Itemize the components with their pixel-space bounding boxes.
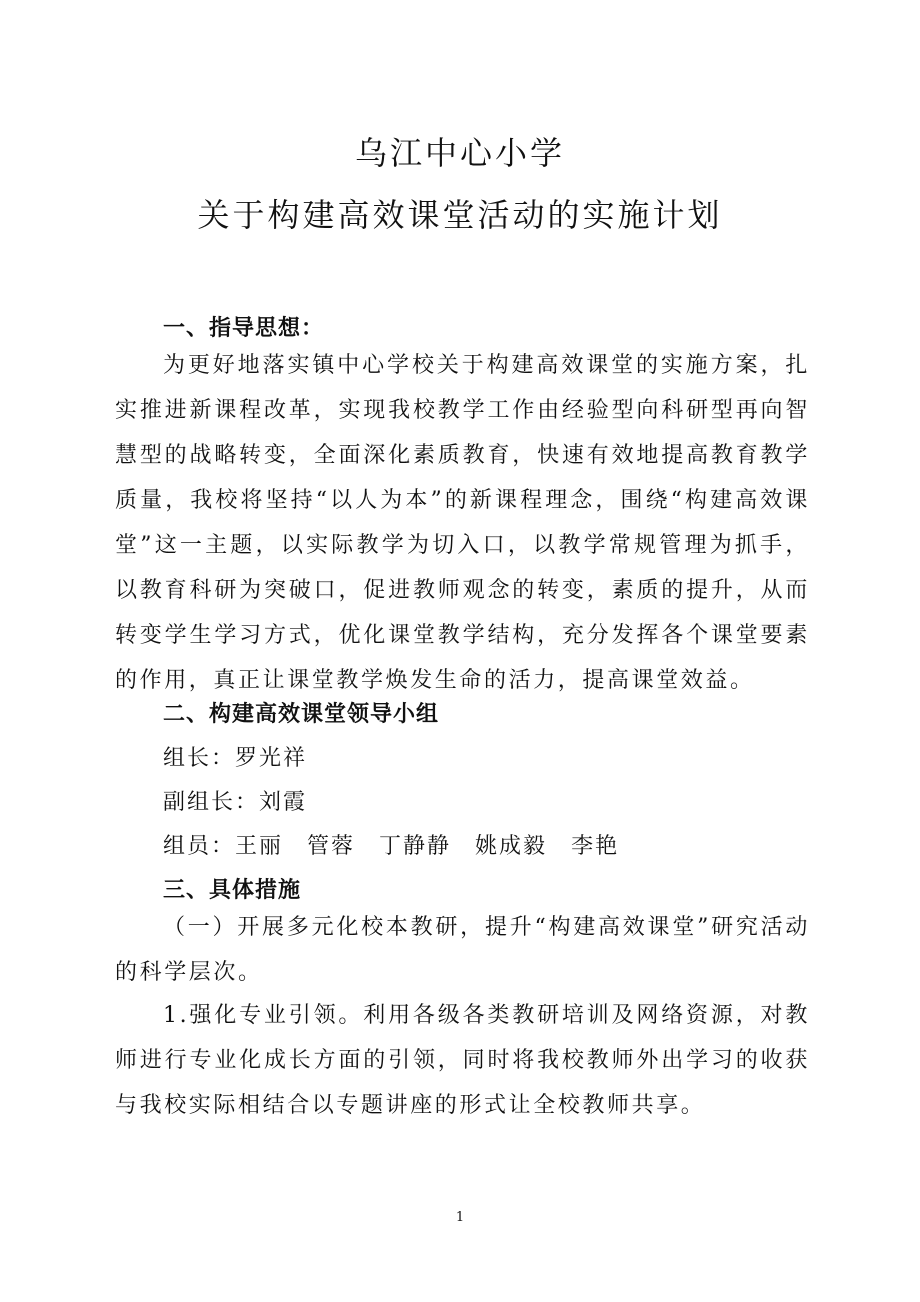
member-name: 姚成毅 (475, 834, 548, 859)
member-name: 管蓉 (307, 834, 356, 859)
section-3-heading: 三、具体措施 (163, 878, 302, 903)
group-deputy: 副组长：刘霞 (163, 790, 308, 815)
member-name: 丁静静 (379, 834, 452, 859)
plan-title: 关于构建高效课堂活动的实施计划 (197, 196, 723, 234)
section-3-item-1: 1.强化专业引领。利用各级各类教研培训及网络资源，对教师进行专业化成长方面的引领，同时将我校教师外出学习的收获与我校实际相结合以专题讲座的形式让全校教师共享。 (115, 1003, 810, 1118)
members-label: 组员：王丽 (163, 834, 284, 859)
group-members (163, 829, 619, 860)
section-3-sub-1: （一）开展多元化校本教研，提升“构建高效课堂”研究活动的科学层次。 (115, 915, 810, 985)
section-2-heading: 二、构建高效课堂领导小组 (163, 702, 440, 727)
group-leader: 组长：罗光祥 (163, 746, 308, 771)
school-name: 乌江中心小学 (354, 134, 565, 172)
member-name: 李艳 (571, 834, 620, 859)
page-number: 1 (455, 1210, 465, 1225)
section-1-body: 为更好地落实镇中心学校关于构建高效课堂的实施方案，扎实推进新课程改革，实现我校教学工作由经验型向科研型再向智慧型的战略转变，全面深化素质教育，快速有效地提高教育教学质量，我校将坚持“以人为本”的新课程理念，围绕“构建高效课堂”这一主题，以实际教学为切入口，以教学常规管理为抓手，以教育科研为突破口，促进教师观念的转变，素质的提升，从而转变学生学习方式，优化课堂教学结构，充分发挥各个课堂要素的作用，真正让课堂教学焕发生命的活力，提高课堂效益。 (115, 353, 810, 693)
section-1-heading: 一、指导思想： (163, 316, 325, 341)
